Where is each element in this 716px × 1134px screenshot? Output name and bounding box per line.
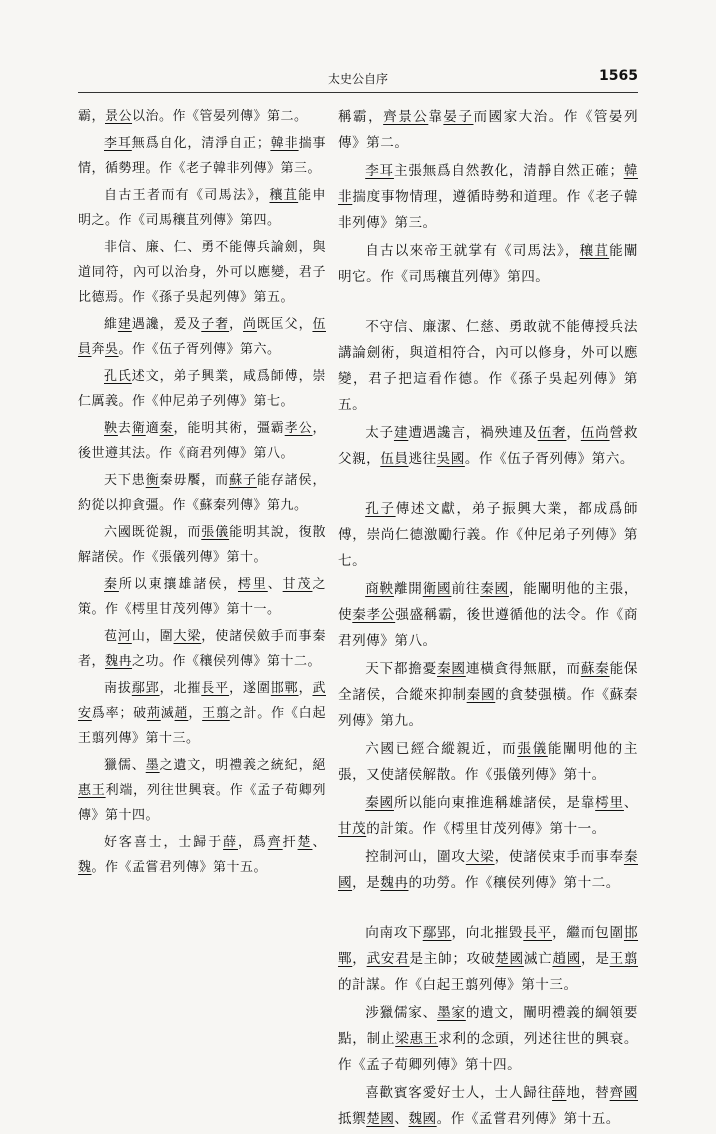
classical-paragraph: 鞅去衛適秦，能明其術，彊霸孝公，後世遵其法。作《商君列傳》第八。 xyxy=(78,421,326,461)
classical-paragraph: 非信、廉、仁、勇不能傳兵論劍，與道同符，內可以治身，外可以應變，君子比德焉。作《孫子吳起列傳》第五。 xyxy=(78,240,326,305)
classical-paragraph: 天下患衡秦毋饜，而蘇子能存諸侯，約從以抑貪彊。作《蘇秦列傳》第九。 xyxy=(78,473,326,513)
translation-paragraph: 商鞅離開衛國前往秦國，能闡明他的主張，使秦孝公强盛稱霸，後世遵循他的法令。作《商君列傳》第八。 xyxy=(338,581,639,649)
translation-column xyxy=(338,104,638,1134)
running-header xyxy=(78,70,638,90)
translation-paragraph: 控制河山，圍攻大梁，使諸侯束手而事奉秦國，是魏冉的功勞。作《穰侯列傳》第十二。 xyxy=(338,849,639,891)
classical-paragraph: 維建遇讒，爰及子奢，尚既匡父，伍員奔吳。作《伍子胥列傳》第六。 xyxy=(78,317,326,357)
translation-paragraph: 自古以來帝王就掌有《司馬法》，穰苴能闡明它。作《司馬穰苴列傳》第四。 xyxy=(338,243,639,285)
running-title: 太史公自序 xyxy=(328,72,389,86)
classical-paragraph: 獵儒、墨之遺文，明禮義之統紀，絕惠王利端，列往世興衰。作《孟子荀卿列傳》第十四。 xyxy=(78,758,326,823)
classical-paragraph: 霸，景公以治。作《管晏列傳》第二。 xyxy=(78,109,308,124)
classical-paragraph: 李耳無爲自化，清淨自正；韓非揣事情，循勢理。作《老子韓非列傳》第三。 xyxy=(78,136,326,176)
translation-paragraph: 涉獵儒家、墨家的遺文，闡明禮義的綱領要點，制止梁惠王求利的念頭，列述往世的興衰。作《孟子荀卿列傳》第十四。 xyxy=(338,1005,639,1073)
classical-paragraph: 孔氏述文，弟子興業，咸爲師傅，崇仁厲義。作《仲尼弟子列傳》第七。 xyxy=(78,369,326,409)
classical-paragraph: 自古王者而有《司馬法》，穰苴能申明之。作《司馬穰苴列傳》第四。 xyxy=(78,188,326,228)
translation-paragraph: 孔子傳述文獻，弟子振興大業，都成爲師傅，崇尚仁德激勵行義。作《仲尼弟子列傳》第七。 xyxy=(338,501,638,569)
translation-paragraph: 六國已經合縱親近，而張儀能闡明他的主張，又使諸侯解散。作《張儀列傳》第十。 xyxy=(338,741,638,783)
translation-paragraph: 秦國所以能向東推進稱雄諸侯，是靠樗里、甘茂的計策。作《樗里甘茂列傳》第十一。 xyxy=(338,795,639,837)
classical-text-column xyxy=(78,104,326,882)
header-rule xyxy=(78,92,638,93)
translation-paragraph: 李耳主張無爲自然教化，清靜自然正確；韓非揣度事物情理，遵循時勢和道理。作《老子韓非列傳》第三。 xyxy=(338,163,639,231)
classical-paragraph: 好客喜士，士歸于薛，爲齊扞楚、魏。作《孟嘗君列傳》第十五。 xyxy=(78,835,326,875)
spacer xyxy=(338,474,638,496)
spacer xyxy=(338,898,638,920)
translation-paragraph: 太子建遭遇讒言，禍殃連及伍奢，伍尚營救父親，伍員逃往吳國。作《伍子胥列傳》第六。 xyxy=(338,425,639,467)
spacer xyxy=(338,292,638,314)
translation-paragraph: 天下都擔憂秦國連橫貪得無厭，而蘇秦能保全諸侯，合縱來抑制秦國的貪婪强橫。作《蘇秦列傳》第九。 xyxy=(338,661,639,729)
classical-paragraph: 南拔鄢郢，北摧長平，遂圍邯鄲，武安爲率；破荊滅趙，王翦之計。作《白起王翦列傳》第十三。 xyxy=(78,681,326,746)
page-number: 1565 xyxy=(599,68,638,84)
translation-paragraph: 不守信、廉潔、仁慈、勇敢就不能傳授兵法講論劍術，與道相符合，內可以修身，外可以應變，君子把這看作德。作《孫子吳起列傳》第五。 xyxy=(338,319,638,413)
translation-paragraph: 向南攻下鄢郢，向北摧毀長平，繼而包圍邯鄲，武安君是主帥；攻破楚國滅亡趙國，是王翦的計謀。作《白起王翦列傳》第十三。 xyxy=(338,925,639,993)
classical-paragraph: 六國既從親，而張儀能明其說，復散解諸侯。作《張儀列傳》第十。 xyxy=(78,525,326,565)
translation-paragraph: 稱霸，齊景公靠晏子而國家大治。作《管晏列傳》第二。 xyxy=(338,109,639,151)
translation-paragraph: 喜歡賓客愛好士人，士人歸往薛地，替齊國抵禦楚國、魏國。作《孟嘗君列傳》第十五。 xyxy=(338,1085,639,1127)
classical-paragraph: 苞河山，圍大梁，使諸侯斂手而事秦者，魏冉之功。作《穰侯列傳》第十二。 xyxy=(78,629,326,669)
classical-paragraph: 秦所以東攘雄諸侯，樗里、甘茂之策。作《樗里甘茂列傳》第十一。 xyxy=(78,577,326,617)
